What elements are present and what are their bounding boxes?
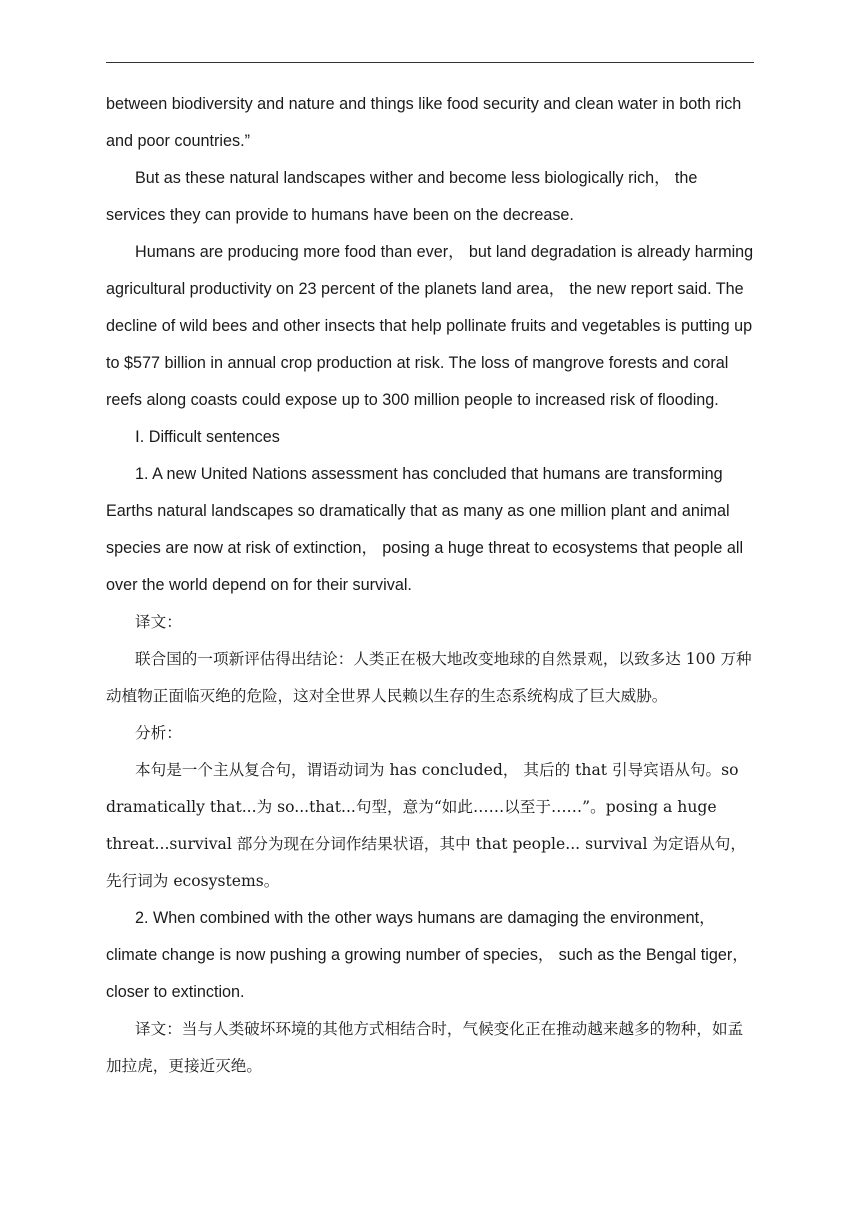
analysis-1: 本句是一个主从复合句，谓语动词为 has concluded， 其后的 that 引导宾语从句。so dramatically that...为 so...that...句型，意为“如此……以至于……”。posing a huge threat...survival 部分为现在分词作结果状语，其中 that people... survival 为定语从句，先行词为 ecosystems。 xyxy=(106,761,746,890)
analysis-label-1: 分析： xyxy=(135,724,182,742)
paragraph-food-production: Humans are producing more food than ever， but land degradation is already harming agricultural productivity on 23 percent of the planets land area， the new report said. The decline of wild bees and other insects that help pollinate fruits and vegetables is putting up to $577 billion in annual crop production at risk. The loss of mangrove forests and coral reefs along coasts could expose up to 300 million people to increased risk of flooding. xyxy=(106,243,754,409)
sentence-2: 2. When combined with the other ways humans are damaging the environment，climate change is now pushing a growing number of species， such as the Bengal tiger，closer to extinction. xyxy=(106,909,749,1001)
paragraph-continuation: between biodiversity and nature and things like food security and clean water in both rich and poor countries.” xyxy=(106,95,742,150)
translation-2: 译文：当与人类破坏环境的其他方式相结合时，气候变化正在推动越来越多的物种，如孟加拉虎，更接近灭绝。 xyxy=(106,1020,744,1075)
paragraph-landscapes-wither: But as these natural landscapes wither and become less biologically rich， the services they can provide to humans have been on the decrease. xyxy=(106,169,698,224)
translation-1: 联合国的一项新评估得出结论：人类正在极大地改变地球的自然景观，以致多达 100 万种动植物正面临灭绝的危险，这对全世界人民赖以生存的生态系统构成了巨大威胁。 xyxy=(106,650,752,705)
translation-label-1: 译文： xyxy=(135,613,182,631)
header-rule xyxy=(106,62,754,63)
section-heading-difficult-sentences: Ⅰ. Difficult sentences xyxy=(135,428,280,446)
sentence-1: 1. A new United Nations assessment has concluded that humans are transforming Earths natural landscapes so dramatically that as many as one million plant and animal species are now at risk of extinction， posing a huge threat to ecosystems that people all over the world depend on for their survival. xyxy=(106,465,744,594)
document-body xyxy=(106,86,756,1085)
